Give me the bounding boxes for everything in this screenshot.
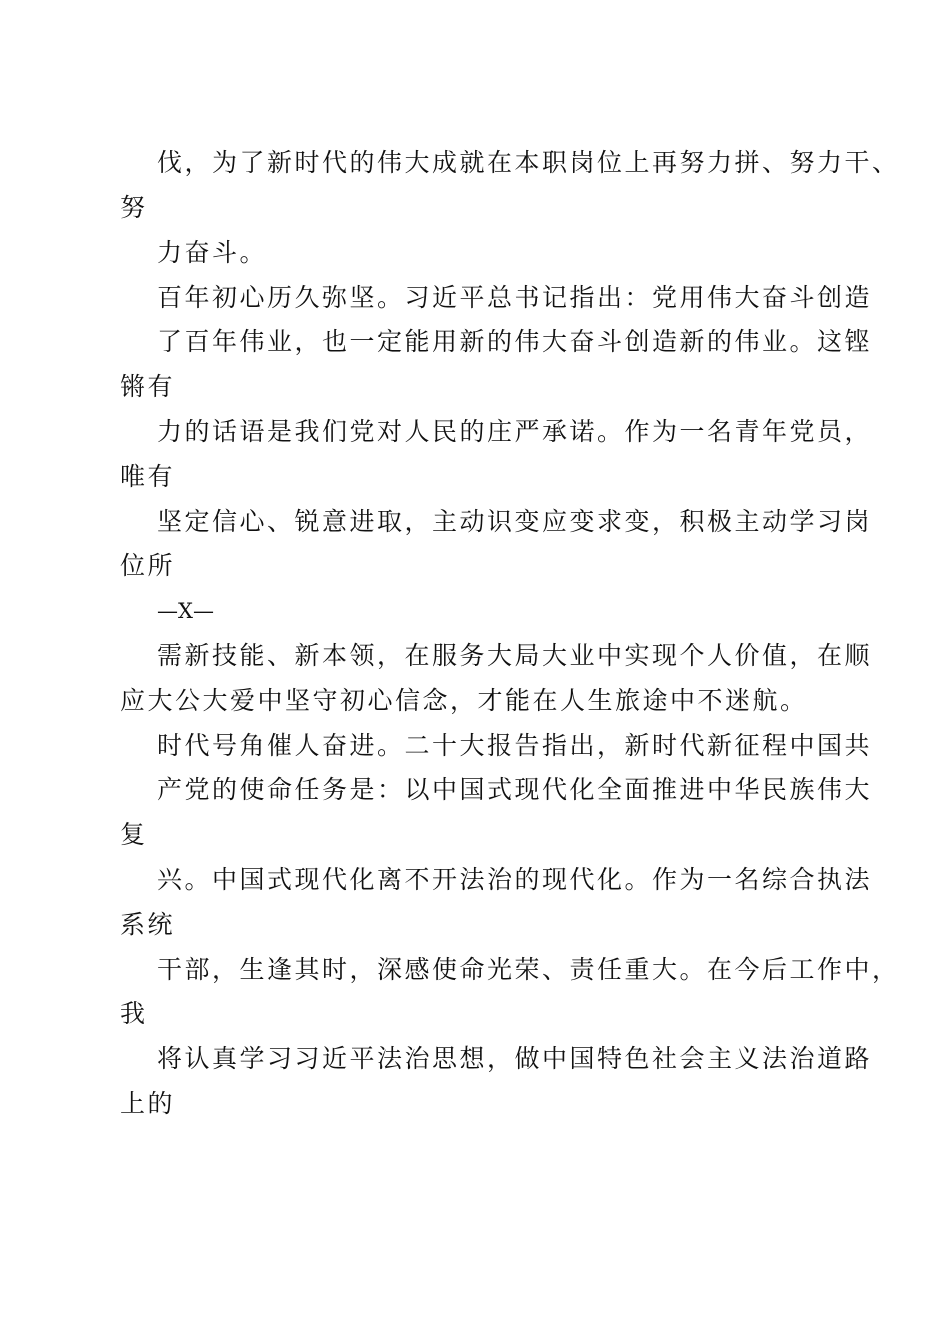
text-line: 坚定信心、锐意进取，主动识变应变求变，积极主动学习岗: [157, 507, 873, 536]
text-line: 了百年伟业，也一定能用新的伟大奋斗创造新的伟业。这铿: [157, 327, 873, 356]
text-line: 复: [120, 820, 148, 849]
text-line: 力的话语是我们党对人民的庄严承诺。作为一名青年党员，: [157, 417, 873, 446]
text-line: 兴。中国式现代化离不开法治的现代化。作为一名综合执法: [157, 865, 873, 894]
text-line: 将认真学习习近平法治思想，做中国特色社会主义法治道路: [157, 1044, 873, 1073]
text-line: 干部，生逢其时，深感使命光荣、责任重大。在今后工作中，: [157, 955, 900, 984]
text-line: 时代号角催人奋进。二十大报告指出，新时代新征程中国共: [157, 731, 873, 760]
text-line: 位所: [120, 551, 176, 580]
text-line: 锵有: [120, 372, 176, 401]
text-line: 百年初心历久弥坚。习近平总书记指出：党用伟大奋斗创造: [157, 283, 873, 312]
text-line: 我: [120, 999, 148, 1028]
text-line: 需新技能、新本领，在服务大局大业中实现个人价值，在顺: [157, 641, 873, 670]
text-line: 应大公大爱中坚守初心信念，才能在人生旅途中不迷航。: [120, 686, 808, 715]
text-line: 努: [120, 193, 148, 222]
text-line: 伐，为了新时代的伟大成就在本职岗位上再努力拼、努力干、: [157, 148, 900, 177]
text-line: 上的: [120, 1089, 176, 1118]
text-line: 产党的使命任务是：以中国式现代化全面推进中华民族伟大: [157, 775, 873, 804]
text-line: 唯有: [120, 462, 176, 491]
text-line: 系统: [120, 910, 176, 939]
page-number: —X—: [157, 599, 214, 623]
text-line: 力奋斗。: [157, 238, 268, 267]
